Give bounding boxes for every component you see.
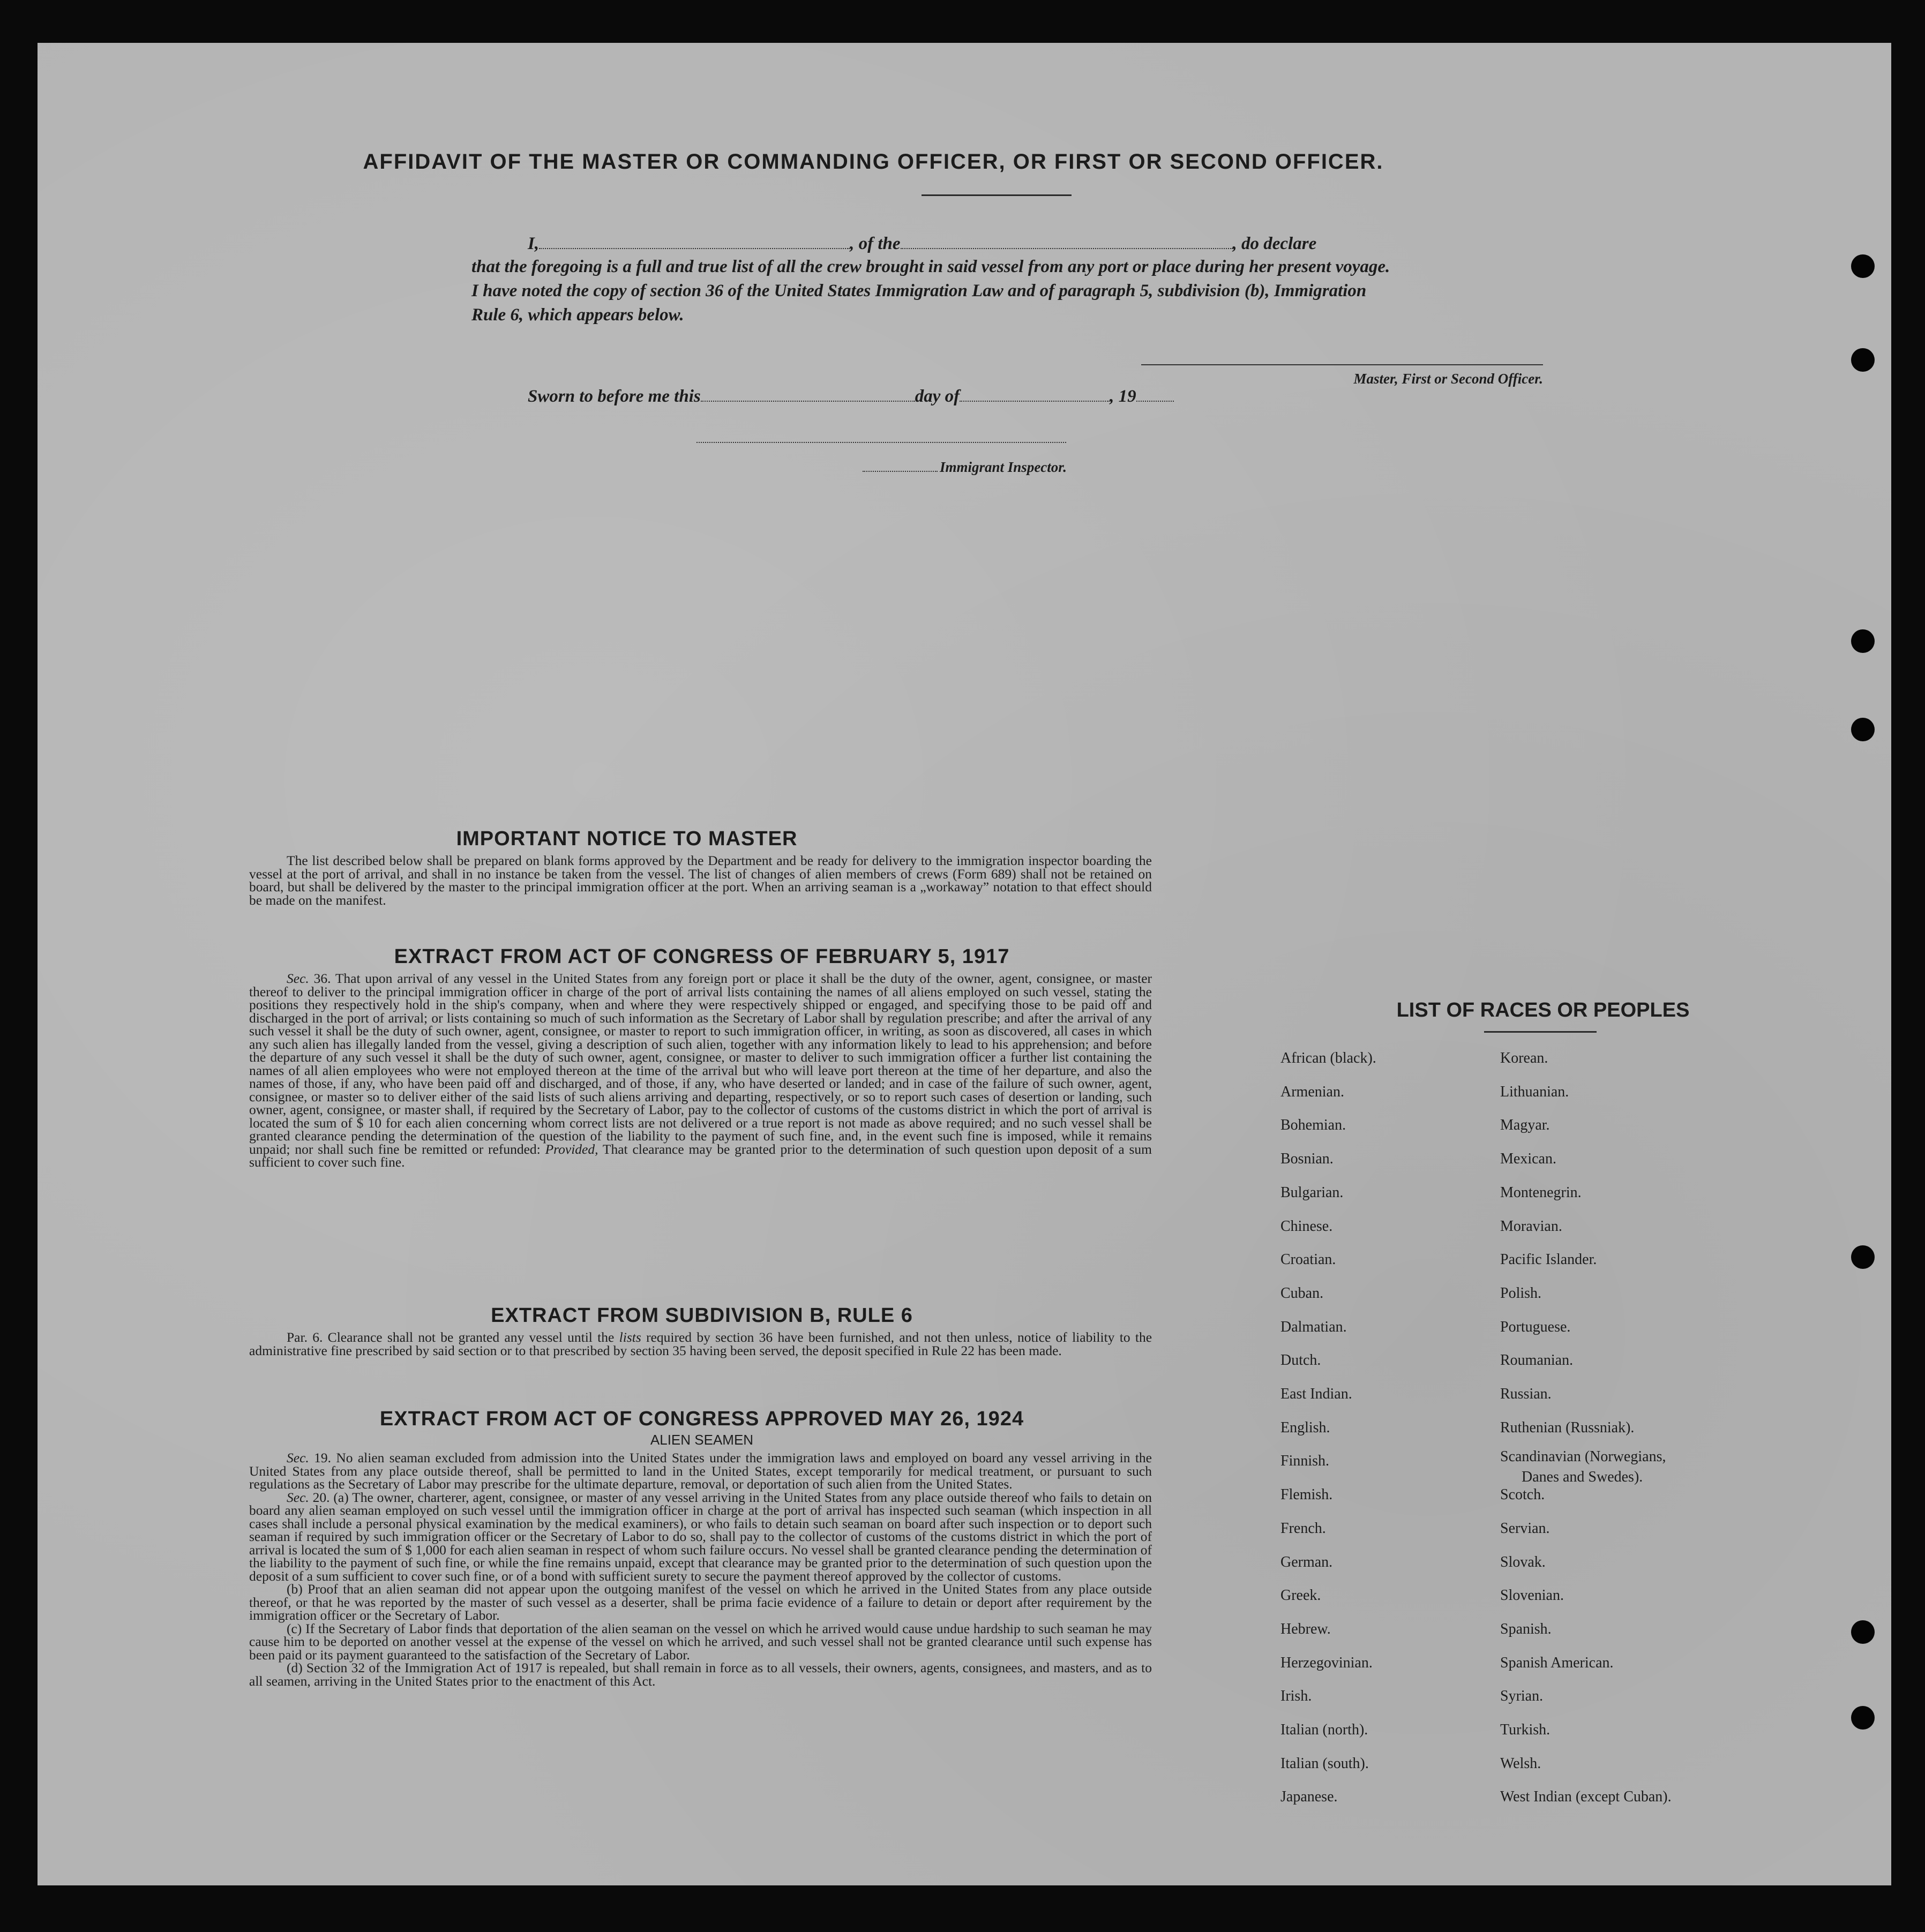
race-item: English. xyxy=(1280,1419,1330,1436)
sec-36-text: 36. That upon arrival of any vessel in the United States from any foreign port or place it shall be the duty of the owner, agent, consignee, or master thereof to deliver to the principal immigration officer in charge of the port of arrival lists containing the names of all aliens employed on such vessel, stating the positions they respectively hold in the ship's company, when and where they were respectively shipped or engaged, and specifying those to be paid off and discharged in the port of arrival; or lists containing so much of such information as the Secretary of Labor shall by regulation prescribe; and after the arrival of any such vessel it shall be the duty of such owner, agent, consignee, or master to report to such immigration officer, in writing, as soon as discovered, all cases in which any such alien has illegally landed from the vessel, giving a description of such alien, together with any information likely to lead to his apprehension; and before the departure of any such vessel it shall be the duty of such owner, agent, consignee, or master to deliver to such immigration officer a further list containing the names of all alien employees who were not employed thereon at the time of the arrival but who will leave port thereon at the time of her departure, and also the names of those, if any, who have been paid off and discharged, and of those, if any, who have deserted or landed; and in case of the failure of such owner, agent, consignee, or master so to deliver either of the said lists of such aliens arriving and departing, respectively, or so to report such cases of desertion or landing, such owner, agent, consignee, or master shall, if required by the Secretary of Labor, pay to the collector of customs of the customs district in which the port of arrival is located the sum of $ 10 for each alien concerning whom correct lists are not delivered or a true report is not made as above required; and no such vessel shall be granted clearance pending the determination of the question of the liability to the payment of such fine, and, in the event such fine is imposed, while it remains unpaid; nor shall such fine be remitted or refunded: xyxy=(249,971,1152,1157)
race-item: West Indian (except Cuban). xyxy=(1500,1788,1672,1806)
extract-rule6-title: EXTRACT FROM SUBDIVISION B, RULE 6 xyxy=(491,1304,913,1327)
race-item: Pacific Islander. xyxy=(1500,1251,1597,1268)
sec-19-paragraph xyxy=(249,1452,1152,1491)
race-item: Russian. xyxy=(1500,1386,1552,1402)
provided-label: Provided, xyxy=(545,1141,598,1157)
race-item: Montenegrin. xyxy=(1500,1184,1582,1201)
race-item: Greek. xyxy=(1280,1587,1321,1604)
race-item: Finnish. xyxy=(1280,1453,1330,1470)
sec-19-text: 19. No alien seaman excluded from admission into the United States under the immigration laws and employed on board any vessel arriving in the United States from any place outside thereof, shall be permitted to land in the United States, except temporarily for medical treatment, or pursuant to such regulations as the Secretary of Labor may prescribe for the ultimate departure, removal, or deportation of such alien from the United States. xyxy=(249,1450,1152,1492)
extract-1917-title: EXTRACT FROM ACT OF CONGRESS OF FEBRUARY 5, 1917 xyxy=(394,945,1010,968)
par-6-text-b: required by section 36 have been furnished, and not then unless, notice of liability to the administrative fine prescribed by said section or to that prescribed by section 35 having been served, the deposit specified in Rule 22 has been made. xyxy=(249,1329,1152,1358)
title-rule xyxy=(922,194,1072,196)
race-item: Korean. xyxy=(1500,1050,1548,1066)
race-item: Lithuanian. xyxy=(1500,1083,1569,1100)
extract-rule6-body xyxy=(249,1331,1152,1357)
do-declare-label: , do declare xyxy=(1232,234,1317,253)
race-item: Slovenian. xyxy=(1500,1587,1564,1604)
sec-20c-paragraph: (c) If the Secretary of Labor finds that deportation of the alien seaman on the vessel on which he arrived would cause undue hardship to such seaman he may cause him to be deported on another vessel at the expense of the vessel on which he arrived, and such vessel shall not be granted clearance until such expense has been paid or its payment guaranteed to the satisfaction of the Secretary of Labor. xyxy=(249,1620,1152,1663)
race-item: Irish. xyxy=(1280,1688,1312,1705)
race-item: Japanese. xyxy=(1280,1788,1338,1806)
sec-20d-paragraph: (d) Section 32 of the Immigration Act of 1917 is repealed, but shall remain in force as to all vessels, their owners, agents, consignees, and masters, and as to all seamen, arriving in the United States prior to the enactment of this Act. xyxy=(249,1660,1152,1689)
races-left-column xyxy=(1280,1050,1484,1864)
inspector-label-row xyxy=(863,459,1067,476)
race-item: Portuguese. xyxy=(1500,1318,1571,1335)
race-item: Bosnian. xyxy=(1280,1151,1334,1168)
punch-hole xyxy=(1851,629,1875,653)
i-prefix: I, xyxy=(528,234,540,253)
lists-word: lists xyxy=(619,1329,641,1345)
sworn-month-blank[interactable] xyxy=(960,386,1110,402)
declaration-line-4: Rule 6, which appears below. xyxy=(471,305,684,325)
sec-20a-paragraph xyxy=(249,1491,1152,1583)
sworn-line xyxy=(528,386,1174,407)
race-item: Danes and Swedes). xyxy=(1522,1469,1643,1486)
race-item: East Indian. xyxy=(1280,1386,1352,1402)
day-of-label: day of xyxy=(915,387,960,406)
race-item: Slovak. xyxy=(1500,1553,1546,1570)
par-6-text-a: Par. 6. Clearance shall not be granted any vessel until the xyxy=(287,1329,615,1345)
race-item: German. xyxy=(1280,1553,1333,1570)
race-item: Mexican. xyxy=(1500,1151,1556,1168)
race-item: Moravian. xyxy=(1500,1217,1562,1235)
sec-20a-text: 20. (a) The owner, charterer, agent, consignee, or master of any vessel arriving in the United States from any place outside thereof who fails to detain on board any alien seaman employed on such vessel until the immigration officer in charge at the port of arrival has inspected such seaman (which inspection in all cases shall include a personal physical examination by the medical examiners), or who fails to detain such seaman on board after such inspection or to deport such seaman if required by such immigration officer or the Secretary of Labor to do so, shall pay to the collector of customs of the customs district in which the port of arrival is located the sum of $ 1,000 for each alien seaman in respect of whom such failure occurs. No vessel shall be granted clearance pending the determination of the liability to the payment of such fine, or while the fine remains unpaid, except that clearance may be granted prior to the determination of such question upon the deposit of a sum sufficient to cover such fine, or of a bond with sufficient surety to secure the payment thereof approved by the collector of customs. xyxy=(249,1489,1152,1584)
race-item: Dutch. xyxy=(1280,1352,1321,1369)
of-the-label: , of the xyxy=(850,234,901,253)
race-item: Croatian. xyxy=(1280,1251,1336,1268)
extract-1924-title: EXTRACT FROM ACT OF CONGRESS APPROVED MAY 26, 1924 xyxy=(379,1408,1024,1430)
race-item: Bulgarian. xyxy=(1280,1184,1344,1201)
punch-hole xyxy=(1851,348,1875,372)
race-item: Turkish. xyxy=(1500,1721,1551,1738)
race-item: Dalmatian. xyxy=(1280,1318,1347,1335)
sec-19-label: Sec. xyxy=(287,1450,309,1465)
race-item: Spanish American. xyxy=(1500,1654,1614,1671)
punch-hole xyxy=(1851,1620,1875,1644)
race-item: Cuban. xyxy=(1280,1284,1324,1302)
officer-signature-line[interactable] xyxy=(1141,364,1543,365)
inspector-dots xyxy=(863,460,938,472)
punch-hole xyxy=(1851,254,1875,278)
race-item: Scotch. xyxy=(1500,1486,1545,1503)
manifest-page xyxy=(38,43,1891,1885)
notice-title: IMPORTANT NOTICE TO MASTER xyxy=(456,828,798,850)
sec-20-label: Sec. xyxy=(287,1489,309,1505)
notice-body xyxy=(249,854,1152,907)
race-item: Welsh. xyxy=(1500,1755,1541,1772)
sec-36-tail: That clearance may be granted prior to the determination of such question upon deposit of a sum sufficient to cover such fine. xyxy=(249,1141,1152,1170)
race-item: Flemish. xyxy=(1280,1486,1333,1503)
sworn-year-blank[interactable] xyxy=(1136,386,1174,402)
punch-hole xyxy=(1851,718,1875,741)
year-prefix: , 19 xyxy=(1110,387,1136,406)
inspector-label: Immigrant Inspector. xyxy=(940,459,1067,475)
sec-36-paragraph xyxy=(249,972,1152,1169)
race-item: Scandinavian (Norwegians, xyxy=(1500,1448,1666,1465)
par-6-paragraph xyxy=(249,1331,1152,1357)
punch-hole xyxy=(1851,1245,1875,1269)
race-item: Hebrew. xyxy=(1280,1620,1331,1637)
race-item: Roumanian. xyxy=(1500,1352,1574,1369)
declaration-line-2: that the foregoing is a full and true list of all the crew brought in said vessel from any port or place during her present voyage. xyxy=(471,257,1390,276)
sec-label: Sec. xyxy=(287,971,309,986)
sworn-label: Sworn to before me this xyxy=(528,387,701,406)
race-item: Spanish. xyxy=(1500,1620,1552,1637)
alien-seamen-subtitle: ALIEN SEAMEN xyxy=(650,1432,754,1448)
race-item: French. xyxy=(1280,1520,1326,1537)
race-item: Polish. xyxy=(1500,1284,1542,1302)
affidavit-title: AFFIDAVIT OF THE MASTER OR COMMANDING OFFICER, OR FIRST OR SECOND OFFICER. xyxy=(363,150,1384,174)
declaration-line-1 xyxy=(528,233,1316,254)
race-item: Italian (south). xyxy=(1280,1755,1369,1772)
race-item: Bohemian. xyxy=(1280,1117,1346,1134)
races-title: LIST OF RACES OR PEOPLES xyxy=(1396,999,1690,1021)
punch-hole xyxy=(1851,1706,1875,1730)
races-right-column xyxy=(1500,1050,1779,1864)
extract-1917-body xyxy=(249,972,1152,1169)
race-item: Magyar. xyxy=(1500,1117,1550,1134)
inspector-signature-line[interactable] xyxy=(696,442,1066,443)
race-item: Servian. xyxy=(1500,1520,1550,1537)
sworn-day-blank[interactable] xyxy=(701,386,915,402)
race-item: Syrian. xyxy=(1500,1688,1544,1705)
race-item: Chinese. xyxy=(1280,1217,1333,1235)
name-blank[interactable] xyxy=(539,233,850,249)
race-item: Herzegovinian. xyxy=(1280,1654,1373,1671)
race-item: Italian (north). xyxy=(1280,1721,1368,1738)
sec-20b-paragraph: (b) Proof that an alien seaman did not appear upon the outgoing manifest of the vessel on which he arrived in the United States from any place outside thereof, or that he was reported by the master of such vessel as a deserter, shall be prima facie evidence of a failure to detain or deport after requirement by the immigration officer or the Secretary of Labor. xyxy=(249,1581,1152,1623)
declaration-line-3: I have noted the copy of section 36 of the United States Immigration Law and of paragraph 5, subdivision (b), Immigration xyxy=(471,281,1367,300)
race-item: Armenian. xyxy=(1280,1083,1344,1100)
race-item: Ruthenian (Russniak). xyxy=(1500,1419,1635,1436)
extract-1924-body xyxy=(249,1452,1152,1688)
officer-signature-label: Master, First or Second Officer. xyxy=(1353,371,1543,387)
vessel-blank[interactable] xyxy=(901,233,1233,249)
races-title-rule xyxy=(1484,1031,1597,1033)
notice-paragraph: The list described below shall be prepared on blank forms approved by the Department and be ready for delivery to the immigration inspector boarding the vessel at the port of arrival, and shall in no instance be taken from the vessel. The list of changes of alien members of crews (Form 689) shall not be retained on board, but shall be delivered by the master to the principal immigration officer at the port. When an arriving seaman is a „workaway” notation to that effect should be made on the manifest. xyxy=(249,853,1152,908)
race-item: African (black). xyxy=(1280,1050,1376,1066)
